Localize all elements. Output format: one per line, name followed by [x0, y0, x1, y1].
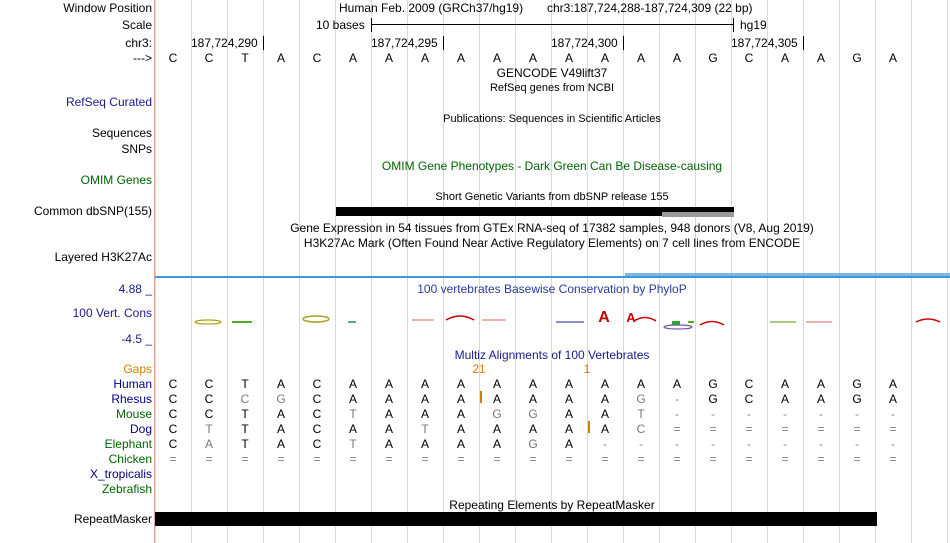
cons-min-label: -4.5 _ — [121, 332, 152, 346]
refseq-track-label[interactable]: RefSeq Curated — [65, 95, 152, 109]
base-letter: A — [492, 51, 501, 65]
aligned-base: T — [349, 437, 357, 451]
insertion-marker — [588, 421, 590, 433]
base-letter: A — [420, 51, 429, 65]
aligned-base: A — [672, 377, 681, 391]
species-label-human[interactable]: Human — [113, 377, 152, 391]
aligned-base: = — [889, 422, 897, 436]
cons-max-label: 4.88 _ — [118, 282, 152, 296]
aligned-base: T — [241, 422, 249, 436]
aligned-base: T — [421, 422, 429, 436]
aligned-base: G — [708, 377, 718, 391]
aligned-base: T — [349, 407, 357, 421]
aligned-base: A — [492, 422, 501, 436]
snps-track-label[interactable]: SNPs — [121, 142, 152, 156]
aligned-base: A — [780, 392, 789, 406]
aligned-base: = — [709, 452, 717, 466]
svg-text:A: A — [626, 310, 636, 325]
aligned-base: G — [528, 437, 538, 451]
aligned-base: C — [312, 392, 322, 406]
coord-label: 187,724,295 — [371, 36, 438, 50]
aligned-base: C — [168, 407, 178, 421]
species-label-rhesus[interactable]: Rhesus — [111, 392, 152, 406]
aligned-base: A — [564, 377, 573, 391]
aligned-base: A — [456, 422, 465, 436]
base-letter: A — [672, 51, 681, 65]
aligned-base: = — [637, 452, 645, 466]
aligned-base: C — [204, 377, 214, 391]
aligned-base: A — [564, 437, 573, 451]
h3k27ac-track-title: H3K27Ac Mark (Often Found Near Active Regulatory Elements) on 7 cell lines from ENCODE — [303, 236, 801, 250]
aligned-base: A — [816, 377, 825, 391]
aligned-base: C — [312, 437, 322, 451]
scale-text: 10 bases — [316, 18, 365, 32]
aligned-base: C — [204, 407, 214, 421]
aligned-base: A — [420, 377, 429, 391]
base-letter: A — [456, 51, 465, 65]
aligned-base: A — [456, 437, 465, 451]
base-letter: A — [816, 51, 825, 65]
aligned-base: - — [639, 437, 643, 451]
gap-count: 21 — [472, 362, 486, 376]
multiz-track-title: Multiz Alignments of 100 Vertebrates — [454, 348, 650, 362]
repeatmasker-track-label[interactable]: RepeatMasker — [73, 512, 152, 526]
aligned-base: A — [276, 437, 285, 451]
species-label-zebrafish[interactable]: Zebrafish — [101, 482, 152, 496]
aligned-base: - — [783, 437, 787, 451]
aligned-base: - — [855, 407, 859, 421]
aligned-base: T — [241, 377, 249, 391]
aligned-base: = — [709, 422, 717, 436]
aligned-base: A — [564, 422, 573, 436]
aligned-base: = — [241, 452, 249, 466]
aligned-base: A — [276, 377, 285, 391]
aligned-base: T — [241, 437, 249, 451]
aligned-base: - — [783, 407, 787, 421]
coord-label: 187,724,305 — [731, 36, 798, 50]
scale-db: hg19 — [740, 18, 767, 32]
aligned-base: A — [384, 437, 393, 451]
gap-count: 1 — [583, 362, 591, 376]
base-letter: A — [276, 51, 285, 65]
repeatmasker-element-bar[interactable] — [155, 512, 877, 526]
base-letter: C — [204, 51, 214, 65]
scale-label: Scale — [121, 18, 152, 32]
aligned-base: G — [708, 392, 718, 406]
aligned-base: = — [889, 452, 897, 466]
aligned-base: A — [780, 377, 789, 391]
phylop-glyph-1 — [195, 316, 356, 324]
aligned-base: C — [636, 422, 646, 436]
base-letter: G — [852, 51, 862, 65]
aligned-base: A — [384, 407, 393, 421]
aligned-base: = — [853, 422, 861, 436]
aligned-base: A — [888, 392, 897, 406]
strand-arrow[interactable]: ---> — [133, 51, 152, 65]
aligned-base: A — [600, 377, 609, 391]
aligned-base: - — [711, 437, 715, 451]
window-position-label: Window Position — [63, 1, 152, 15]
aligned-base: = — [529, 452, 537, 466]
svg-text:A: A — [598, 309, 610, 326]
aligned-base: A — [348, 392, 357, 406]
species-label-mouse[interactable]: Mouse — [115, 407, 152, 421]
coord-label: 187,724,300 — [551, 36, 618, 50]
aligned-base: G — [852, 392, 862, 406]
aligned-base: C — [744, 377, 754, 391]
aligned-base: - — [711, 407, 715, 421]
aligned-base: C — [744, 392, 754, 406]
dbsnp-track-title: Short Genetic Variants from dbSNP release 155 — [435, 191, 669, 203]
aligned-base: A — [384, 377, 393, 391]
refseq-track-title: RefSeq genes from NCBI — [489, 82, 615, 94]
aligned-base: C — [312, 422, 322, 436]
species-label-dog[interactable]: Dog — [129, 422, 152, 436]
aligned-base: A — [600, 422, 609, 436]
repeatmasker-track-title: Repeating Elements by RepeatMasker — [449, 498, 655, 512]
aligned-base: - — [855, 437, 859, 451]
coord-label: 187,724,290 — [191, 36, 258, 50]
aligned-base: A — [492, 437, 501, 451]
dbsnp-track-label[interactable]: Common dbSNP(155) — [33, 204, 152, 218]
aligned-base: = — [817, 452, 825, 466]
species-label-x_tropicalis[interactable]: X_tropicalis — [89, 467, 152, 481]
aligned-base: - — [819, 437, 823, 451]
aligned-base: A — [564, 407, 573, 421]
aligned-base: = — [853, 452, 861, 466]
aligned-base: - — [675, 392, 679, 406]
aligned-base: = — [817, 422, 825, 436]
phylop-letters — [598, 309, 940, 329]
aligned-base: = — [169, 452, 177, 466]
aligned-base: A — [492, 392, 501, 406]
chrom-label: chr3: — [125, 36, 152, 50]
publications-track-title: Publications: Sequences in Scientific Articles — [443, 113, 661, 125]
gtex-track-title: Gene Expression in 54 tissues from GTEx RNA-seq of 17382 samples, 948 donors (V8, Aug 2019) — [290, 221, 814, 235]
aligned-base: = — [601, 452, 609, 466]
aligned-base: A — [276, 422, 285, 436]
base-letter: C — [168, 51, 178, 65]
aligned-base: - — [891, 437, 895, 451]
assembly-title: Human Feb. 2009 (GRCh37/hg19) — [339, 1, 524, 15]
aligned-base: T — [205, 422, 213, 436]
base-letter: A — [600, 51, 609, 65]
base-letter: G — [708, 51, 718, 65]
aligned-base: C — [168, 392, 178, 406]
aligned-base: A — [492, 377, 501, 391]
omim-track-title: OMIM Gene Phenotypes - Dark Green Can Be Disease-causing — [381, 159, 723, 173]
aligned-base: - — [819, 407, 823, 421]
sequences-track-label[interactable]: Sequences — [91, 126, 152, 140]
aligned-base: C — [168, 422, 178, 436]
aligned-base: A — [420, 407, 429, 421]
aligned-base: G — [636, 392, 646, 406]
aligned-base: A — [636, 377, 645, 391]
aligned-base: = — [745, 452, 753, 466]
aligned-base: A — [564, 392, 573, 406]
aligned-base: A — [528, 392, 537, 406]
aligned-base: = — [457, 452, 465, 466]
aligned-base: - — [747, 437, 751, 451]
species-label-chicken[interactable]: Chicken — [108, 452, 152, 466]
aligned-base: = — [385, 452, 393, 466]
base-letter: A — [888, 51, 897, 65]
aligned-base: A — [600, 392, 609, 406]
aligned-base: G — [492, 407, 502, 421]
aligned-base: A — [420, 392, 429, 406]
aligned-base: A — [204, 437, 213, 451]
aligned-base: C — [312, 377, 322, 391]
aligned-base: C — [168, 437, 178, 451]
aligned-base: - — [675, 407, 679, 421]
aligned-base: - — [891, 407, 895, 421]
aligned-base: G — [528, 407, 538, 421]
aligned-base: = — [673, 452, 681, 466]
gaps-label: Gaps — [123, 362, 152, 376]
aligned-base: = — [349, 452, 357, 466]
aligned-base: = — [421, 452, 429, 466]
aligned-base: = — [493, 452, 501, 466]
gencode-track-title: GENCODE V49lift37 — [496, 66, 608, 80]
aligned-base: A — [528, 377, 537, 391]
species-label-elephant[interactable]: Elephant — [104, 437, 152, 451]
phylop-glyph-2 — [412, 316, 584, 322]
aligned-base: A — [384, 422, 393, 436]
aligned-base: A — [600, 407, 609, 421]
base-letter: A — [564, 51, 573, 65]
aligned-base: G — [852, 377, 862, 391]
aligned-base: - — [675, 437, 679, 451]
aligned-base: G — [276, 392, 286, 406]
base-letter: A — [528, 51, 537, 65]
aligned-base: A — [888, 377, 897, 391]
base-letter: A — [636, 51, 645, 65]
aligned-base: A — [348, 377, 357, 391]
base-letter: A — [348, 51, 357, 65]
aligned-base: A — [276, 407, 285, 421]
aligned-base: C — [204, 392, 214, 406]
aligned-base: = — [745, 422, 753, 436]
aligned-base: C — [312, 407, 322, 421]
aligned-base: = — [781, 452, 789, 466]
aligned-base: = — [313, 452, 321, 466]
aligned-base: = — [673, 422, 681, 436]
aligned-base: = — [565, 452, 573, 466]
base-letter: A — [780, 51, 789, 65]
cons-track-label[interactable]: 100 Vert. Cons — [72, 306, 152, 320]
aligned-base: T — [241, 407, 249, 421]
phylop-track-title: 100 vertebrates Basewise Conservation by PhyloP — [417, 282, 687, 296]
insertion-marker — [480, 391, 482, 403]
aligned-base: A — [456, 407, 465, 421]
base-letter: C — [312, 51, 322, 65]
aligned-base: - — [603, 437, 607, 451]
aligned-base: = — [205, 452, 213, 466]
aligned-base: A — [816, 392, 825, 406]
aligned-base: A — [528, 422, 537, 436]
h3k27ac-track-label[interactable]: Layered H3K27Ac — [54, 250, 152, 264]
base-letter: A — [384, 51, 393, 65]
omim-track-label[interactable]: OMIM Genes — [80, 173, 152, 187]
aligned-base: C — [240, 392, 250, 406]
aligned-base: T — [637, 407, 645, 421]
aligned-base: A — [456, 392, 465, 406]
aligned-base: A — [420, 437, 429, 451]
aligned-base: - — [747, 407, 751, 421]
aligned-base: = — [781, 422, 789, 436]
aligned-base: = — [277, 452, 285, 466]
aligned-base: C — [168, 377, 178, 391]
aligned-base: A — [384, 392, 393, 406]
base-letter: T — [241, 51, 249, 65]
base-letter: C — [744, 51, 754, 65]
aligned-base: A — [348, 422, 357, 436]
aligned-base: A — [456, 377, 465, 391]
position-readout: chr3:187,724,288-187,724,309 (22 bp) — [547, 1, 753, 15]
